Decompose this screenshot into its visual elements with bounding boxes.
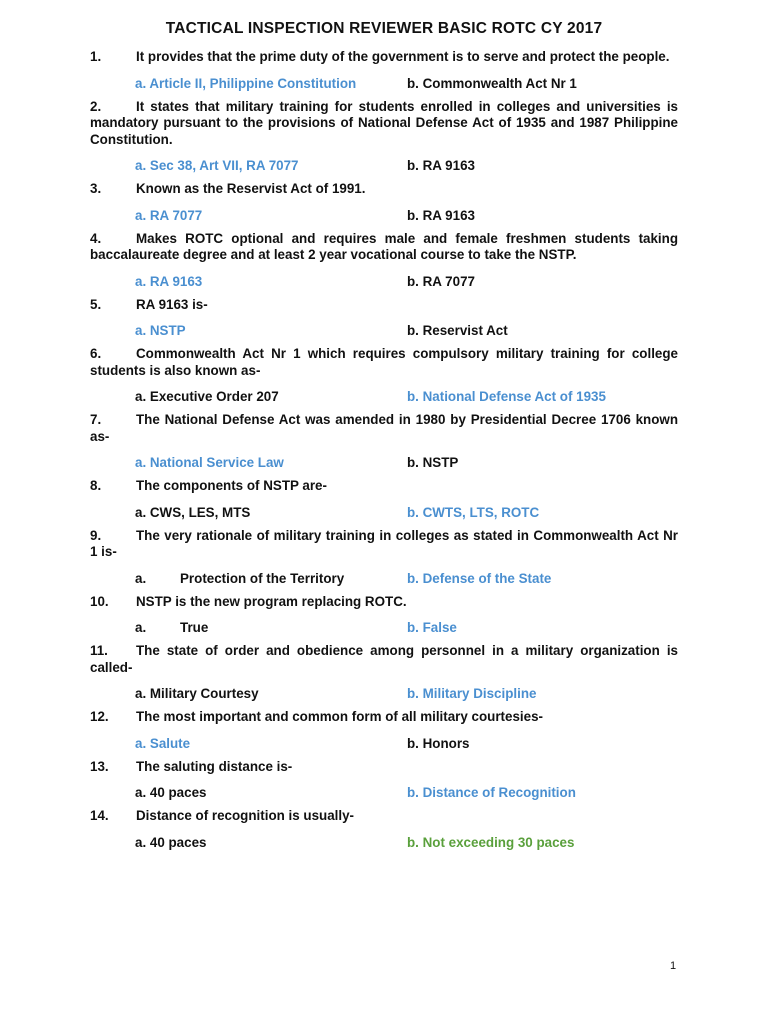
option-a-label: a. Sec 38, Art VII, RA 7077: [135, 158, 299, 173]
question-number: 8.: [90, 478, 102, 493]
option-a: [135, 685, 259, 702]
answer-options: [90, 735, 678, 752]
option-b: [407, 273, 475, 290]
question-body: RA 9163 is-: [136, 296, 208, 312]
question-text: [90, 709, 678, 726]
question-number: 4.: [90, 230, 102, 246]
question-text: [90, 808, 678, 825]
question-text: [90, 528, 678, 561]
option-b-label: b. NSTP: [407, 455, 459, 470]
option-b-label: b. National Defense Act of 1935: [407, 389, 606, 404]
question-item: [90, 759, 678, 802]
option-a: [135, 388, 279, 405]
option-b-label: b. RA 9163: [407, 207, 475, 223]
option-b: [407, 834, 574, 851]
page-number: 1: [670, 960, 677, 972]
option-a-label: True: [180, 620, 209, 635]
option-a: [135, 619, 208, 636]
question-body: Known as the Reservist Act of 1991.: [136, 181, 366, 196]
question-body: The state of order and obedience among personnel in a military organization is called-: [90, 643, 678, 675]
option-a: [135, 75, 356, 92]
option-a-label: a. Executive Order 207: [135, 389, 279, 404]
question-text: [90, 478, 678, 495]
option-a-label: a. NSTP: [135, 323, 186, 338]
question-body: The National Defense Act was amended in 1980 by Presidential Decree 1706 known as-: [90, 412, 678, 444]
option-b-label: b. Military Discipline: [407, 686, 537, 701]
question-body: The components of NSTP are-: [136, 478, 327, 493]
question-number: 3.: [90, 181, 102, 196]
option-b: [407, 388, 606, 405]
question-item: [90, 643, 678, 702]
option-a: [135, 454, 284, 471]
option-b: [407, 685, 536, 702]
option-b-label: b. False: [407, 620, 457, 635]
question-item: [90, 528, 678, 587]
answer-options: [90, 388, 678, 405]
option-b-label: b. Commonwealth Act Nr 1: [407, 75, 577, 91]
question-text: [90, 594, 678, 611]
option-a: [135, 157, 299, 174]
option-a: [135, 207, 202, 224]
answer-options: [90, 207, 678, 224]
question-body: Commonwealth Act Nr 1 which requires compulsory military training for college students is also known as-: [90, 346, 678, 378]
question-list: [90, 49, 678, 858]
option-a: [135, 570, 344, 587]
answer-options: [90, 619, 678, 636]
question-item: [90, 478, 678, 521]
document-title: TACTICAL INSPECTION REVIEWER BASIC ROTC CY 2017: [165, 20, 603, 37]
option-a-prefix: a.: [135, 570, 147, 586]
question-text: [90, 297, 678, 314]
question-number: 9.: [90, 527, 102, 543]
answer-options: [90, 685, 678, 702]
option-b-label: b. Defense of the State: [407, 570, 552, 586]
option-a: [135, 322, 186, 339]
answer-options: [90, 157, 678, 174]
question-text: [90, 643, 678, 676]
option-b-label: b. Distance of Recognition: [407, 785, 576, 800]
question-text: [90, 231, 678, 264]
answer-options: [90, 784, 678, 801]
option-a-label: Protection of the Territory: [180, 570, 345, 586]
option-b: [407, 207, 475, 224]
option-a-prefix: a.: [135, 620, 147, 635]
option-b-label: b. Reservist Act: [407, 323, 508, 338]
option-a: [135, 504, 250, 521]
question-body: NSTP is the new program replacing ROTC.: [136, 593, 407, 609]
option-a-label: a. 40 paces: [135, 834, 207, 850]
option-b: [407, 735, 470, 752]
option-a: [135, 834, 206, 851]
option-a-label: a. Salute: [135, 735, 191, 751]
option-a-label: a. 40 paces: [135, 785, 207, 800]
option-a-label: a. National Service Law: [135, 455, 284, 470]
option-b: [407, 570, 551, 587]
question-body: It provides that the prime duty of the government is to serve and protect the people.: [136, 49, 670, 64]
question-body: Makes ROTC optional and requires male and female freshmen students taking baccalaureate degree and at least 2 year vocational course to take the NSTP.: [90, 230, 678, 262]
question-body: It states that military training for students enrolled in colleges and universities is mandatory pursuant to the provisions of National Defense Act of 1935 and 1987 Philippine Constitution.: [90, 98, 678, 147]
question-item: [90, 808, 678, 851]
question-number: 5.: [90, 296, 102, 312]
answer-options: [90, 834, 678, 851]
answer-options: [90, 454, 678, 471]
question-text: [90, 99, 678, 149]
question-text: [90, 412, 678, 445]
question-body: The very rationale of military training in colleges as stated in Commonwealth Act Nr 1 is-: [90, 527, 678, 559]
option-b: [407, 619, 457, 636]
option-a-label: a. CWS, LES, MTS: [135, 504, 251, 520]
option-b: [407, 322, 508, 339]
question-number: 6.: [90, 346, 102, 361]
question-number: 2.: [90, 98, 102, 114]
option-b-label: b. Honors: [407, 735, 470, 751]
question-number: 10.: [90, 593, 109, 609]
question-item: [90, 231, 678, 290]
option-a: [135, 273, 202, 290]
option-b-label: b. CWTS, LTS, ROTC: [407, 504, 540, 520]
option-a-label: a. Military Courtesy: [135, 686, 259, 701]
option-b-label: b. Not exceeding 30 paces: [407, 834, 575, 850]
question-item: [90, 412, 678, 471]
answer-options: [90, 75, 678, 92]
question-body: The most important and common form of all military courtesies-: [136, 709, 543, 724]
question-text: [90, 346, 678, 379]
option-b-label: b. RA 7077: [407, 273, 475, 289]
question-item: [90, 594, 678, 637]
question-text: [90, 49, 678, 66]
option-b: [407, 75, 577, 92]
question-number: 11.: [90, 643, 108, 658]
question-number: 1.: [90, 49, 102, 64]
question-number: 12.: [90, 709, 109, 724]
option-b: [407, 454, 458, 471]
question-item: [90, 181, 678, 224]
question-item: [90, 99, 678, 175]
answer-options: [90, 504, 678, 521]
option-b-label: b. RA 9163: [407, 158, 475, 173]
question-text: [90, 759, 678, 776]
answer-options: [90, 570, 678, 587]
option-b: [407, 157, 475, 174]
question-item: [90, 49, 678, 92]
option-b: [407, 784, 576, 801]
question-body: Distance of recognition is usually-: [136, 808, 355, 823]
option-a-label: a. RA 9163: [135, 273, 203, 289]
answer-options: [90, 322, 678, 339]
option-a-label: a. RA 7077: [135, 207, 203, 223]
question-number: 14.: [90, 808, 109, 823]
question-text: [90, 181, 678, 198]
question-number: 7.: [90, 412, 102, 427]
option-a: [135, 784, 206, 801]
question-item: [90, 346, 678, 405]
question-body: The saluting distance is-: [136, 758, 293, 774]
answer-options: [90, 273, 678, 290]
question-item: [90, 297, 678, 340]
question-item: [90, 709, 678, 752]
option-a: [135, 735, 190, 752]
question-number: 13.: [90, 758, 109, 774]
option-b: [407, 504, 539, 521]
option-a-label: a. Article II, Philippine Constitution: [135, 75, 357, 91]
